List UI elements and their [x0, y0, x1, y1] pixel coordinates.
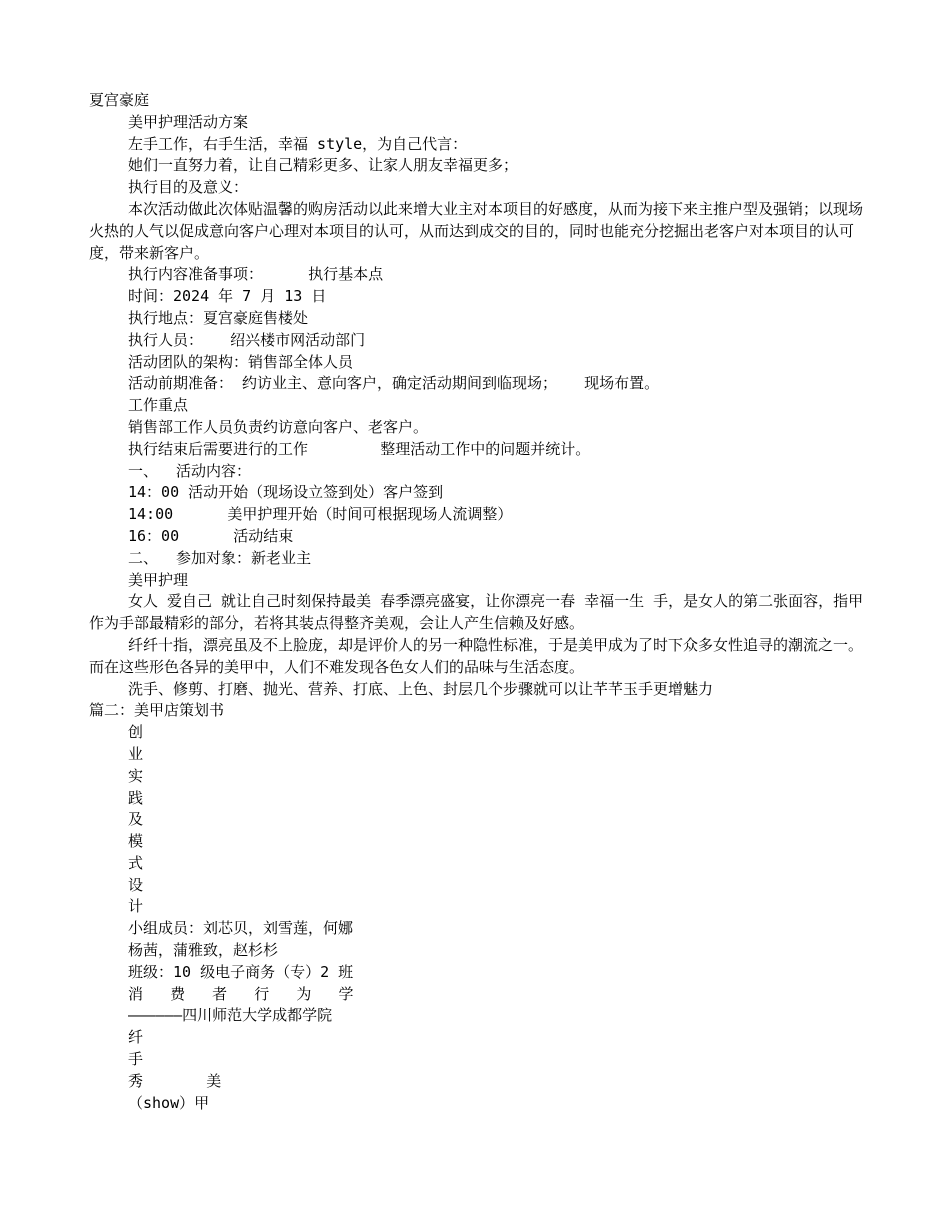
paragraph: 执行目的及意义：: [128, 178, 249, 197]
vertical-char: 纤: [128, 1028, 144, 1047]
section-heading: 篇二：美甲店策划书: [89, 701, 225, 720]
paragraph: 美甲护理活动方案: [128, 112, 249, 131]
vertical-char: 手: [128, 1050, 144, 1069]
paragraph: 执行结束后需要进行的工作 整理活动工作中的问题并统计。: [128, 439, 591, 458]
paragraph: 消 费 者 行 为 学: [128, 984, 354, 1003]
vertical-char: 计: [128, 897, 144, 916]
paragraph: 销售部工作人员负责约访意向客户、老客户。: [128, 417, 429, 436]
vertical-char: 实: [128, 766, 144, 785]
paragraph: 纤纤十指，漂亮虽及不上脸庞，却是评价人的另一种隐性标准，于是美甲成为了时下众多女性追寻的潮流之一。而在这些形色各异的美甲中，人们不难发现各色女人们的品味与生活态度。: [89, 635, 864, 676]
vertical-char: 践: [128, 788, 144, 807]
vertical-char: 设: [128, 875, 144, 894]
paragraph: 活动前期准备： 约访业主、意向客户，确定活动期间到临现场； 现场布置。: [128, 374, 660, 393]
vertical-char: 业: [128, 744, 144, 763]
paragraph: 执行人员： 绍兴楼市网活动部门: [128, 330, 366, 349]
paragraph: 班级：10 级电子商务（专）2 班: [128, 962, 354, 981]
paragraph: ——————四川师范大学成都学院: [128, 1006, 333, 1025]
paragraph: 洗手、修剪、打磨、抛光、营养、打底、上色、封层几个步骤就可以让芊芊玉手更增魅力: [128, 679, 714, 698]
paragraph: 美甲护理: [128, 570, 189, 589]
paragraph: 14:00 美甲护理开始（时间可根据现场人流调整）: [128, 505, 513, 524]
paragraph: 时间：2024 年 7 月 13 日: [128, 287, 327, 306]
paragraph: （show）甲: [128, 1093, 210, 1112]
paragraph: 16：00 活动结束: [128, 526, 294, 545]
paragraph: 小组成员：刘芯贝，刘雪莲，何娜: [128, 919, 354, 938]
paragraph: 活动团队的架构：销售部全体人员: [128, 352, 354, 371]
paragraph: 工作重点: [128, 396, 189, 415]
vertical-char: 及: [128, 810, 144, 829]
paragraph: 一、 活动内容：: [128, 461, 252, 480]
paragraph: 左手工作，右手生活，幸福 style，为自己代言：: [128, 134, 468, 153]
paragraph: 秀 美: [128, 1071, 222, 1090]
vertical-char: 创: [128, 723, 144, 742]
doc-title: 夏宫豪庭: [89, 91, 150, 109]
paragraph: 她们一直努力着，让自己精彩更多、让家人朋友幸福更多；: [128, 156, 519, 175]
paragraph: 二、 参加对象：新老业主: [128, 548, 312, 567]
paragraph: 女人 爱自己 就让自己时刻保持最美 春季漂亮盛宴，让你漂亮一春 幸福一生 手，是女人的第二张面容，指甲作为手部最精彩的部分，若将其装点得整齐美观，会让人产生信赖及好感。: [89, 592, 864, 633]
paragraph: 杨茜，蒲雅致，赵杉杉: [128, 941, 279, 960]
vertical-char: 式: [128, 853, 144, 872]
paragraph: 14：00 活动开始（现场设立签到处）客户签到: [128, 483, 444, 502]
paragraph: 执行地点：夏宫豪庭售楼处: [128, 308, 309, 327]
paragraph: 本次活动做此次体贴温馨的购房活动以此来增大业主对本项目的好感度，从而为接下来主推户型及强销；以现场火热的人气以促成意向客户心理对本项目的认可，从而达到成交的目的，同时也能充分挖掘出老客户对本项目的认可度，带来新客户。: [89, 199, 864, 262]
vertical-char: 模: [128, 832, 144, 851]
document-body: [89, 90, 874, 1114]
paragraph: 执行内容准备事项： 执行基本点: [128, 265, 384, 284]
